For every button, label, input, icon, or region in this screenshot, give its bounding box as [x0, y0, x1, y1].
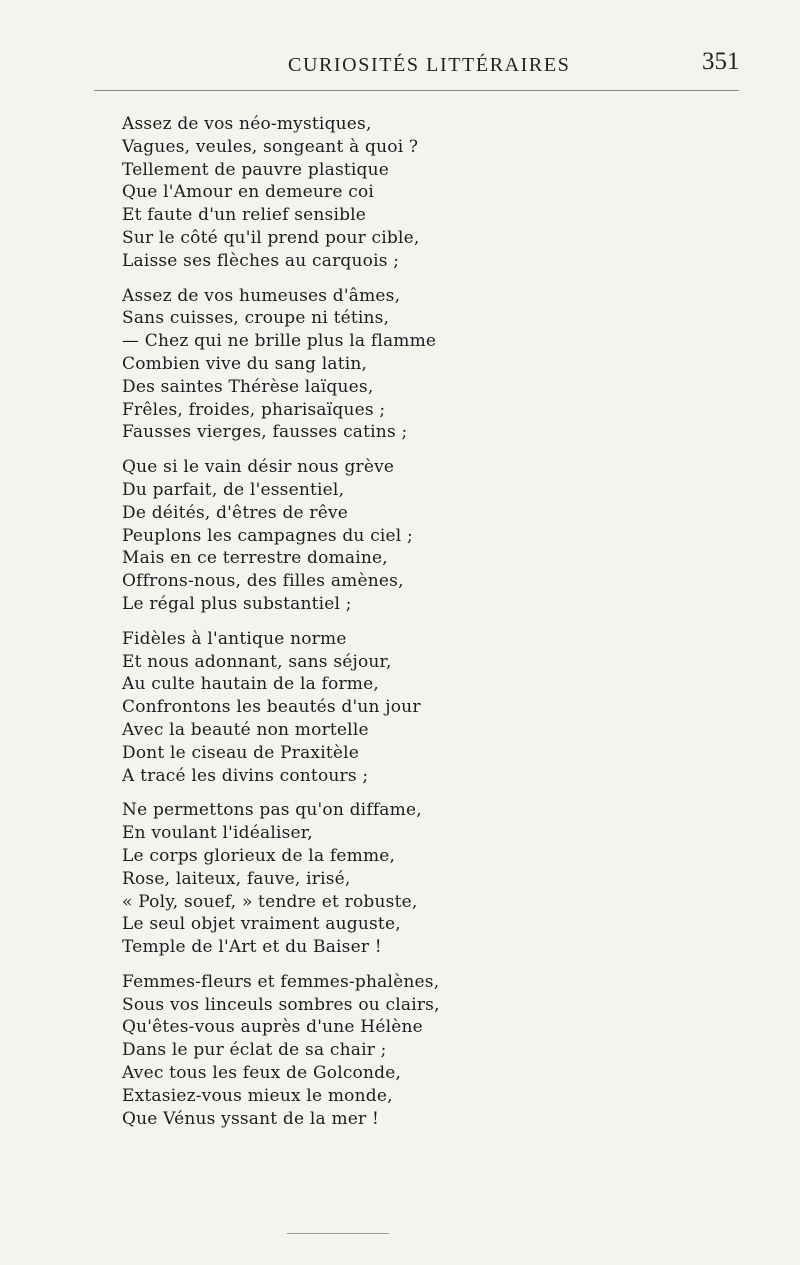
page-number: 351: [702, 48, 740, 75]
stanza-5: [122, 799, 762, 959]
verse-line: Dont le ciseau de Praxitèle: [122, 742, 360, 763]
verse-line: Confrontons les beautés d'un jour: [122, 697, 421, 718]
verse-line: Que l'Amour en demeure coi: [122, 182, 375, 203]
verse-line: Sous vos linceuls sombres ou clairs,: [122, 994, 440, 1015]
verse-line: « Poly, souef, » tendre et robuste,: [122, 891, 418, 912]
verse-line: En voulant l'idéaliser,: [122, 823, 313, 844]
verse-line: Des saintes Thérèse laïques,: [122, 376, 374, 397]
stanza-6: [122, 971, 762, 1131]
verse-line: Et nous adonnant, sans séjour,: [122, 651, 392, 672]
verse-line: Le seul objet vraiment auguste,: [122, 914, 401, 935]
verse-line: — Chez qui ne brille plus la flamme: [122, 331, 437, 352]
verse-line: Que Vénus yssant de la mer !: [122, 1108, 379, 1129]
running-title: CURIOSITÉS LITTÉRAIRES: [288, 54, 571, 76]
verse-line: Extasiez-vous mieux le monde,: [122, 1085, 393, 1106]
verse-line: Et faute d'un relief sensible: [122, 205, 367, 226]
verse-line: Au culte hautain de la forme,: [122, 674, 379, 695]
verse-line: Rose, laiteux, fauve, irisé,: [122, 868, 351, 889]
stanza-1: [122, 113, 762, 273]
verse-line: Tellement de pauvre plastique: [122, 159, 390, 180]
verse-line: Avec tous les feux de Golconde,: [122, 1063, 402, 1084]
verse-line: Le régal plus substantiel ;: [122, 593, 352, 614]
verse-line: Combien vive du sang latin,: [122, 353, 368, 374]
verse-line: Offrons-nous, des filles amènes,: [122, 571, 404, 592]
verse-line: De déités, d'êtres de rêve: [122, 502, 349, 523]
verse-line: A tracé les divins contours ;: [122, 765, 369, 786]
verse-line: Fausses vierges, fausses catins ;: [122, 422, 408, 443]
stanza-3: [122, 456, 762, 616]
end-rule: [287, 1233, 389, 1234]
stanza-4: [122, 628, 762, 788]
verse-line: Mais en ce terrestre domaine,: [122, 548, 388, 569]
verse-line: Laisse ses flèches au carquois ;: [122, 250, 400, 271]
verse-line: Du parfait, de l'essentiel,: [122, 479, 345, 500]
verse-line: Ne permettons pas qu'on diffame,: [122, 800, 422, 821]
verse-line: Sans cuisses, croupe ni tétins,: [122, 308, 390, 329]
verse-line: Frêles, froides, pharisaïques ;: [122, 399, 386, 420]
verse-line: Assez de vos humeuses d'âmes,: [122, 285, 401, 306]
running-head: [0, 44, 800, 84]
verse-line: Sur le côté qu'il prend pour cible,: [122, 227, 420, 248]
verse-line: Qu'êtes-vous auprès d'une Hélène: [122, 1017, 423, 1038]
verse-line: Avec la beauté non mortelle: [122, 719, 369, 740]
verse-line: Dans le pur éclat de sa chair ;: [122, 1040, 387, 1061]
stanza-2: [122, 285, 762, 445]
verse-line: Que si le vain désir nous grève: [122, 457, 395, 478]
verse-line: Femmes-fleurs et femmes-phalènes,: [122, 971, 440, 992]
verse-line: Vagues, veules, songeant à quoi ?: [122, 136, 419, 157]
poem: [122, 113, 762, 1142]
verse-line: Assez de vos néo-mystiques,: [122, 114, 372, 134]
verse-line: Fidèles à l'antique norme: [122, 628, 347, 649]
verse-line: Le corps glorieux de la femme,: [122, 845, 396, 866]
header-rule: [94, 90, 739, 91]
verse-line: Peuplons les campagnes du ciel ;: [122, 525, 413, 546]
verse-line: Temple de l'Art et du Baiser !: [122, 937, 382, 958]
